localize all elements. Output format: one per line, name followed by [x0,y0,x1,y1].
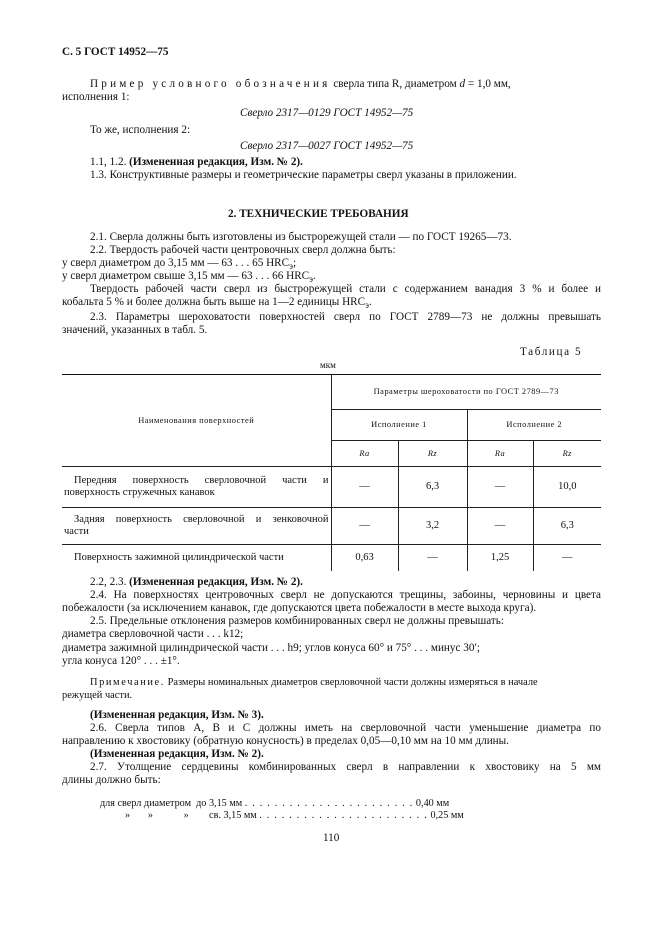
hardness-b-sub: э [309,274,314,285]
cell-ra2: 1,25 [467,545,533,572]
cell-ra1: 0,63 [331,545,398,572]
list-label: » » » св. 3,15 мм [125,810,257,821]
header-surface-names: Наименования поверхностей [62,375,331,467]
list-item [100,798,449,810]
paragraph-2-7-line2: длины должно быть: [62,774,161,786]
paragraph-2-4-line2: побежалости (за исключением канавок, где допускаются цвета побежалости в месте выхода круга). [62,602,537,614]
table-5 [62,374,601,571]
table-row [62,467,601,508]
note-lead: Примечание. [90,677,165,688]
paragraph-2-6-line1: 2.6. Сверла типов А, В и С должны иметь на сверловочной части уменьшение диаметра по [90,722,601,734]
cell-rz1: 3,2 [398,508,467,545]
note-rest: Размеры номинальных диаметров сверловочной части должны измеряться в начале [167,677,538,688]
cell-rz1: 6,3 [398,467,467,508]
page-header: С. 5 ГОСТ 14952—75 [62,46,169,58]
table-row [62,545,601,572]
amendment-note-2: (Измененная редакция, Изм. № 2). [90,748,264,760]
paragraph-2-2c-line1: Твердость рабочей части сверл из быстрорежущей стали с содержанием ванадия 3 % и более и [90,283,601,295]
header-roughness-params: Параметры шероховатости по ГОСТ 2789—73 [331,375,601,410]
paragraph-2-2c-line2 [62,296,372,312]
paragraph-2-5a: диаметра сверловочной части . . . k12; [62,628,244,640]
list-dots: . . . . . . . . . . . . . . . . . . . . . . . [259,810,428,821]
row-surface-name [62,508,331,545]
table-unit: мкм [320,360,336,370]
row-name-line1: Задняя поверхность сверловочной и зенковочной [74,514,329,525]
example-tail: = 1,0 мм, [467,78,511,90]
list-dots: . . . . . . . . . . . . . . . . . . . . . . . [244,798,414,809]
paragraph-2-6-line2: направлению к хвостовику (обратную конусность) в пределах 0,05—0,10 мм на 10 мм длины. [62,735,509,747]
cell-ra1: — [331,467,398,508]
note-line2: режущей части. [62,690,133,701]
vanadium-end: . [368,296,372,308]
cell-rz2: 6,3 [533,508,601,545]
header-execution-1: Исполнение 1 [331,410,467,441]
header-rz-2: Rz [533,441,601,467]
hardness-a-sub: э [289,261,293,272]
paragraph-2-7-line1: 2.7. Утолщение сердцевины комбинированных сверл в направлении к хвостовику на 5 мм [90,761,601,773]
example-paragraph [90,78,601,91]
paragraph-2-5: 2.5. Предельные отклонения размеров комбинированных сверл не должны превышать: [90,615,504,627]
example-lead: Пример условного обозначения [90,78,331,90]
amendment-note-3: (Измененная редакция, Изм. № 3). [90,709,264,721]
note-bold: (Измененная редакция, Изм. № 2). [129,576,303,588]
row-name-line1: Передняя поверхность сверловочной части и [74,475,329,486]
example-rest: сверла типа R, диаметром [333,78,457,90]
hardness-b: у сверл диаметром свыше 3,15 мм — 63 . . . 66 HRC [62,270,310,282]
row-name-line2: поверхность стружечных канавок [64,487,215,498]
list-label: для сверл диаметром до 3,15 мм [100,798,243,809]
paragraph-2-4-line1: 2.4. На поверхностях центровочных сверл не допускаются трещины, забоины, черновины и цвета [90,589,601,601]
row-surface-name [62,467,331,508]
header-ra-1: Ra [331,441,398,467]
list-item [125,810,464,822]
table-caption: Таблица 5 [520,346,583,358]
header-ra-2: Ra [467,441,533,467]
note-paragraph [90,676,538,689]
paragraph-2-3-line1: 2.3. Параметры шероховатости поверхностей сверл по ГОСТ 2789—73 не должны превышать [90,311,601,323]
cell-ra2: — [467,508,533,545]
note-num: 1.1, 1.2. [90,156,127,168]
header-execution-2: Исполнение 2 [467,410,601,441]
row-name-line2: части [64,526,89,537]
page-number: 110 [323,832,340,844]
example-var: d [459,78,466,90]
table-row [62,508,601,545]
cell-rz1: — [398,545,467,572]
row-name-line1: Поверхность зажимной цилиндрической части [74,552,284,563]
paragraph-2-3-line2: значений, указанных в табл. 5. [62,324,208,336]
cell-ra2: — [467,467,533,508]
hardness-b-end: . [313,270,316,282]
paragraph-2-2: 2.2. Твердость рабочей части центровочных сверл должна быть: [90,244,396,256]
amendment-note-22-23 [90,576,303,589]
amendment-note-11-12 [90,156,303,169]
header-rz-1: Rz [398,441,467,467]
same-exec2: То же, исполнения 2: [90,124,191,136]
designation-2: Сверло 2317—0027 ГОСТ 14952—75 [240,140,414,152]
list-value: 0,40 мм [415,798,450,809]
designation-1: Сверло 2317—0129 ГОСТ 14952—75 [240,107,414,119]
hardness-a-end: ; [292,257,297,269]
section-title: 2. ТЕХНИЧЕСКИЕ ТРЕБОВАНИЯ [228,208,409,220]
vanadium-sub: э [365,300,369,311]
note-num: 2.2, 2.3. [90,576,127,588]
cell-ra1: — [331,508,398,545]
paragraph-2-5c: угла конуса 120° . . . ±1°. [62,655,180,667]
row-surface-name [62,545,331,572]
paragraph-2-5b: диаметра зажимной цилиндрической части . . . h9; углов конуса 60° и 75° . . . минус 30′; [62,642,481,654]
example-line2: исполнения 1: [62,91,130,103]
list-value: 0,25 мм [430,810,464,821]
paragraph-1-3: 1.3. Конструктивные размеры и геометрические параметры сверл указаны в приложении. [90,169,517,181]
note-bold: (Измененная редакция, Изм. № 2). [129,156,303,168]
cell-rz2: — [533,545,601,572]
cell-rz2: 10,0 [533,467,601,508]
paragraph-2-1: 2.1. Сверла должны быть изготовлены из быстрорежущей стали — по ГОСТ 19265—73. [90,231,512,243]
vanadium-line2: кобальта 5 % и более должна быть выше на 1—2 единицы HRC [62,296,366,308]
hardness-a: у сверл диаметром до 3,15 мм — 63 . . . 65 HRC [62,257,290,269]
